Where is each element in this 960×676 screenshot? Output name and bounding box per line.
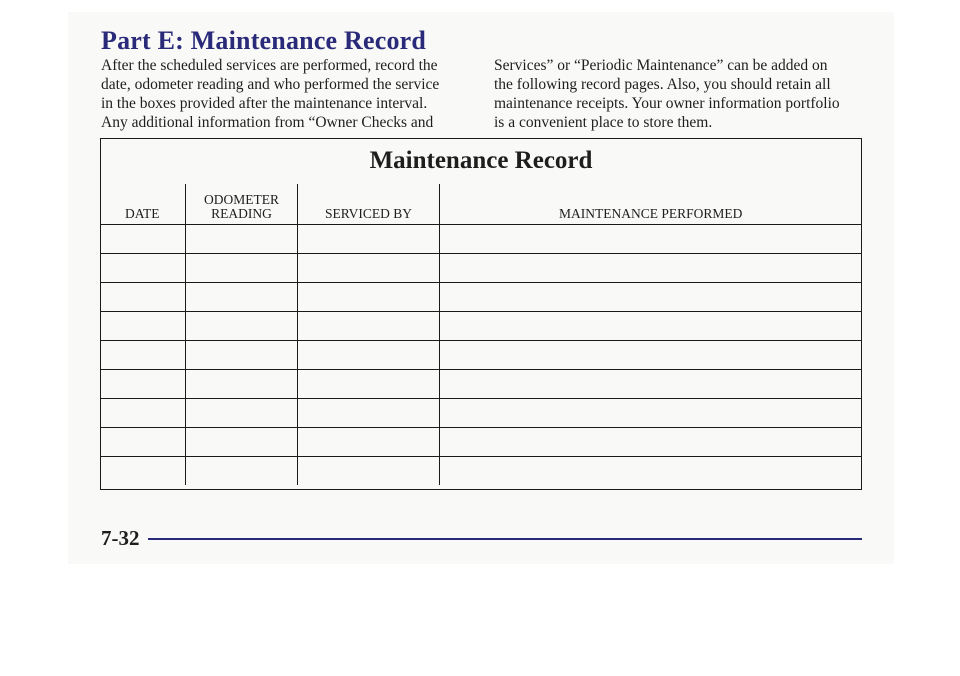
date-cell[interactable] (100, 225, 186, 254)
maintenance-cell[interactable] (440, 225, 862, 254)
record-table (100, 184, 862, 485)
date-cell[interactable] (100, 341, 186, 370)
serviced-by-cell[interactable] (298, 312, 440, 341)
page-number: 7-32 (101, 526, 140, 550)
intro-text-left (101, 56, 471, 132)
intro-line: Any additional information from “Owner Checks and (101, 114, 434, 131)
odometer-cell[interactable] (186, 254, 298, 283)
table-row (100, 312, 862, 341)
table-row (100, 225, 862, 254)
intro-line: in the boxes provided after the maintenance interval. (101, 95, 428, 112)
page-title: Part E: Maintenance Record (101, 26, 427, 55)
intro-line: maintenance receipts. Your owner information portfolio (494, 95, 840, 112)
maintenance-cell[interactable] (440, 428, 862, 457)
intro-line: is a convenient place to store them. (494, 114, 713, 131)
odometer-cell[interactable] (186, 341, 298, 370)
record-title: Maintenance Record (369, 147, 593, 174)
maintenance-cell[interactable] (440, 457, 862, 486)
serviced-by-cell[interactable] (298, 370, 440, 399)
intro-text-right (494, 56, 864, 132)
serviced-by-cell[interactable] (298, 428, 440, 457)
serviced-by-cell[interactable] (298, 399, 440, 428)
table-row (100, 254, 862, 283)
column-header-odometer: ODOMETER READING (186, 184, 298, 225)
odometer-cell[interactable] (186, 225, 298, 254)
column-header-date: DATE (100, 184, 186, 225)
intro-line: the following record pages. Also, you should retain all (494, 76, 831, 93)
serviced-by-cell[interactable] (298, 341, 440, 370)
maintenance-cell[interactable] (440, 341, 862, 370)
table-row (100, 428, 862, 457)
maintenance-cell[interactable] (440, 399, 862, 428)
date-cell[interactable] (100, 457, 186, 486)
intro-line: After the scheduled services are performed, record the (101, 57, 438, 74)
intro-line: Services” or “Periodic Maintenance” can be added on (494, 57, 828, 74)
maintenance-cell[interactable] (440, 370, 862, 399)
serviced-by-cell[interactable] (298, 254, 440, 283)
maintenance-cell[interactable] (440, 283, 862, 312)
odometer-cell[interactable] (186, 457, 298, 486)
date-cell[interactable] (100, 428, 186, 457)
date-cell[interactable] (100, 312, 186, 341)
column-header-serviced-by: SERVICED BY (298, 184, 440, 225)
date-cell[interactable] (100, 370, 186, 399)
date-cell[interactable] (100, 399, 186, 428)
table-row (100, 341, 862, 370)
maintenance-cell[interactable] (440, 254, 862, 283)
odometer-cell[interactable] (186, 399, 298, 428)
footer-rule (148, 538, 862, 540)
serviced-by-cell[interactable] (298, 225, 440, 254)
date-cell[interactable] (100, 254, 186, 283)
serviced-by-cell[interactable] (298, 457, 440, 486)
odometer-cell[interactable] (186, 283, 298, 312)
column-header-maintenance: MAINTENANCE PERFORMED (440, 184, 862, 225)
odometer-cell[interactable] (186, 428, 298, 457)
date-cell[interactable] (100, 283, 186, 312)
table-row (100, 457, 862, 486)
table-row (100, 399, 862, 428)
intro-line: date, odometer reading and who performed the service (101, 76, 440, 93)
header-row (100, 184, 862, 225)
odometer-cell[interactable] (186, 370, 298, 399)
table-row (100, 370, 862, 399)
odometer-cell[interactable] (186, 312, 298, 341)
table-row (100, 283, 862, 312)
serviced-by-cell[interactable] (298, 283, 440, 312)
maintenance-cell[interactable] (440, 312, 862, 341)
maintenance-record-form (100, 138, 862, 490)
